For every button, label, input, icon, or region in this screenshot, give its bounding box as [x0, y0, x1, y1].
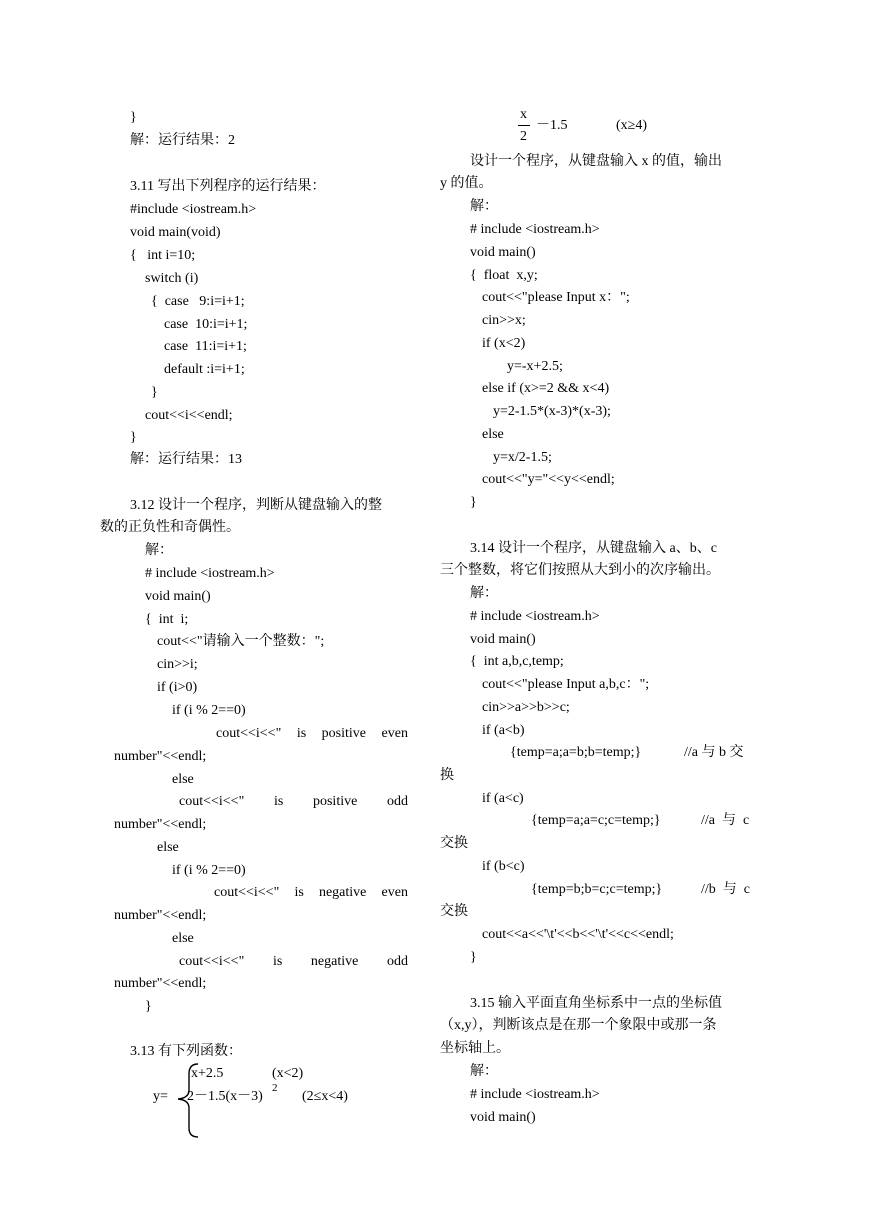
- code-line: number"<<endl;: [114, 749, 207, 764]
- code-line: {temp=b;b=c;c=temp;}: [531, 882, 663, 897]
- code-line: {temp=a;a=b;b=temp;}: [510, 745, 642, 760]
- code-token: is: [294, 885, 304, 900]
- code-token: is: [272, 954, 283, 969]
- code-line: void main(): [145, 589, 211, 604]
- section-heading: 3.14 设计一个程序，从键盘输入 a、b、c: [470, 541, 717, 556]
- code-line: if (b<c): [482, 859, 525, 874]
- text-line: 解：: [470, 199, 498, 214]
- text-line: y 的值。: [440, 176, 493, 191]
- code-line: number"<<endl;: [114, 908, 207, 923]
- code-token: positive: [321, 726, 367, 741]
- code-line: else: [157, 840, 179, 855]
- code-token: cout<<i<<": [179, 954, 245, 969]
- code-line: else if (x>=2 && x<4): [482, 381, 610, 396]
- code-line: case 11:i=i+1;: [164, 339, 247, 354]
- section-heading: 3.15 输入平面直角坐标系中一点的坐标值: [470, 996, 722, 1011]
- code-line: case 10:i=i+1;: [164, 317, 248, 332]
- code-token: is: [273, 794, 284, 809]
- code-line: switch (i): [145, 271, 199, 286]
- code-line: cin>>x;: [482, 313, 526, 328]
- code-line: y=2-1.5*(x-3)*(x-3);: [493, 404, 611, 419]
- code-line: y=-x+2.5;: [507, 359, 563, 374]
- code-line: }: [151, 385, 158, 400]
- code-token: even: [381, 726, 408, 741]
- formula-part: －1.5: [536, 118, 568, 133]
- code-line: default :i=i+1;: [164, 362, 245, 377]
- formula-part: x+2.5: [191, 1066, 224, 1081]
- code-line: }: [470, 950, 477, 965]
- code-line: cin>>a>>b>>c;: [482, 700, 570, 715]
- code-line: { float x,y;: [470, 268, 538, 283]
- code-comment: 交换: [440, 836, 468, 851]
- code-line: else: [482, 427, 504, 442]
- code-token: cout<<i<<": [214, 885, 280, 900]
- code-token: cout<<i<<": [179, 794, 245, 809]
- text-line: 坐标轴上。: [440, 1041, 510, 1056]
- code-line: cout<<"please Input a,b,c：";: [482, 677, 650, 692]
- code-line: if (x<2): [482, 336, 526, 351]
- formula-lhs: y=: [153, 1089, 168, 1104]
- formula-condition: (2≤x<4): [302, 1089, 348, 1104]
- code-comment: //b 与 c: [701, 882, 750, 897]
- code-line: void main(void): [130, 225, 221, 240]
- code-line: { int i=10;: [130, 248, 196, 263]
- code-line: cout<<a<<'\t'<<b<<'\t'<<c<<endl;: [482, 927, 674, 942]
- code-token: cout<<i<<": [216, 726, 282, 741]
- fraction-bar: [518, 125, 530, 126]
- code-token: negative: [310, 954, 359, 969]
- text-line: 三个整数，将它们按照从大到小的次序输出。: [440, 563, 720, 578]
- code-token: is: [296, 726, 307, 741]
- code-comment: 换: [440, 768, 454, 783]
- text-line: 数的正负性和奇偶性。: [100, 520, 240, 535]
- code-line: else: [172, 931, 194, 946]
- code-comment: //a 与 c: [701, 813, 750, 828]
- code-line: void main(): [470, 632, 536, 647]
- code-line: cout<<i<<endl;: [145, 408, 233, 423]
- fraction-numerator: x: [520, 107, 527, 122]
- code-token: negative: [318, 885, 367, 900]
- section-heading: 3.11 写出下列程序的运行结果：: [130, 179, 326, 194]
- code-line: { case 9:i=i+1;: [151, 294, 245, 309]
- code-line: cout<<"please Input x：";: [482, 290, 630, 305]
- code-line: # include <iostream.h>: [470, 222, 600, 237]
- code-token: positive: [312, 794, 358, 809]
- formula-part: 2－1.5(x－3): [187, 1089, 263, 1104]
- code-line: else: [172, 772, 194, 787]
- text-line: 解：: [470, 586, 498, 601]
- fraction-denominator: 2: [520, 129, 527, 144]
- code-line: void main(): [470, 1110, 536, 1125]
- code-line: { int a,b,c,temp;: [470, 654, 564, 669]
- text-line: （x,y），判断该点是在那一个象限中或那一条: [440, 1018, 717, 1033]
- code-line: # include <iostream.h>: [470, 1087, 600, 1102]
- code-line: [216, 724, 408, 744]
- code-line: y=x/2-1.5;: [493, 450, 552, 465]
- formula-condition: (x<2): [272, 1066, 304, 1081]
- code-line: [179, 952, 408, 972]
- code-line: number"<<endl;: [114, 817, 207, 832]
- code-line: # include <iostream.h>: [145, 566, 275, 581]
- code-line: {temp=a;a=c;c=temp;}: [531, 813, 661, 828]
- text-line: 解：运行结果：2: [130, 133, 235, 148]
- code-token: odd: [387, 794, 408, 809]
- code-line: if (i>0): [157, 680, 198, 695]
- code-line: number"<<endl;: [114, 976, 207, 991]
- code-line: cout<<"请输入一个整数：";: [157, 634, 325, 649]
- code-line: }: [470, 495, 477, 510]
- section-heading: 3.12 设计一个程序，判断从键盘输入的整: [130, 498, 382, 513]
- code-line: #include <iostream.h>: [130, 202, 257, 217]
- code-token: odd: [386, 954, 408, 969]
- text-line: 解：: [470, 1064, 498, 1079]
- code-line: cout<<"y="<<y<<endl;: [482, 472, 615, 487]
- code-line: if (a<c): [482, 791, 524, 806]
- code-line: if (a<b): [482, 723, 525, 738]
- code-line: [214, 883, 408, 903]
- text-line: 设计一个程序，从键盘输入 x 的值，输出: [470, 154, 722, 169]
- text-line: 解：: [145, 543, 173, 558]
- code-comment: 交换: [440, 904, 468, 919]
- code-line: }: [145, 999, 152, 1014]
- code-line: if (i % 2==0): [172, 863, 246, 878]
- code-line: # include <iostream.h>: [470, 609, 600, 624]
- code-line: void main(): [470, 245, 536, 260]
- code-line: }: [130, 430, 137, 445]
- text-line: }: [130, 110, 137, 125]
- code-line: if (i % 2==0): [172, 703, 246, 718]
- section-heading: 3.13 有下列函数：: [130, 1044, 242, 1059]
- formula-superscript: 2: [272, 1082, 278, 1094]
- formula-condition: (x≥4): [616, 118, 648, 133]
- text-line: 解：运行结果：13: [130, 452, 242, 467]
- code-line: { int i;: [145, 612, 189, 627]
- code-token: even: [381, 885, 408, 900]
- code-comment: //a 与 b 交: [684, 745, 744, 760]
- code-line: cin>>i;: [157, 657, 198, 672]
- code-line: [179, 792, 408, 812]
